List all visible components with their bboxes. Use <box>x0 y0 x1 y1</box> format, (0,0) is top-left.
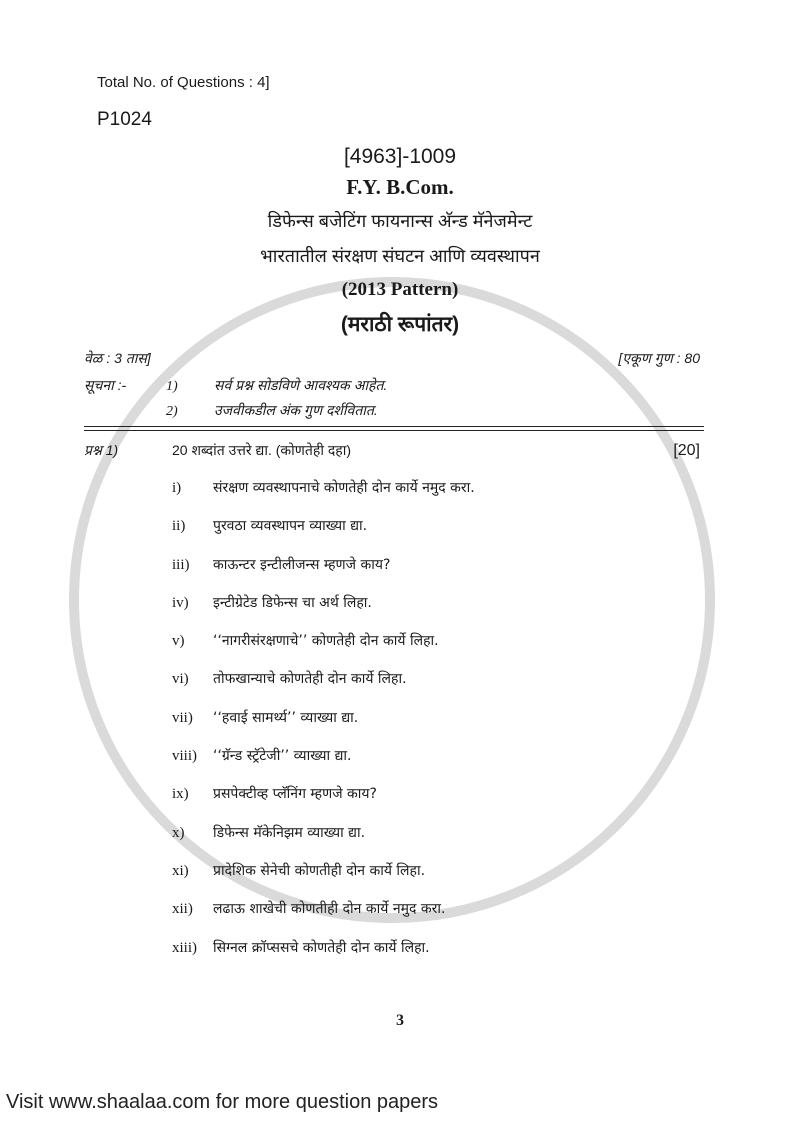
item-text: काऊन्टर इन्टीलीजन्स म्हणजे काय? <box>213 556 391 573</box>
item-number: i) <box>172 480 182 496</box>
instruction-number: 2) <box>166 404 178 419</box>
item-text: प्रादेशिक सेनेची कोणतीही दोन कार्ये लिहा. <box>213 862 426 879</box>
list-item <box>172 861 712 899</box>
question-prompt: 20 शब्दांत उत्तरे द्या. (कोणतेही दहा) <box>172 442 352 458</box>
item-text: तोफखान्याचे कोणतेही दोन कार्ये लिहा. <box>213 671 407 688</box>
instruction-row <box>84 376 704 395</box>
list-item <box>172 478 712 516</box>
list-item <box>172 593 712 631</box>
question-label: प्रश्न 1) <box>84 442 119 458</box>
item-text: लढाऊ शाखेची कोणतीही दोन कार्ये नमुद करा. <box>213 901 446 918</box>
item-text: संरक्षण व्यवस्थापनाचे कोणतेही दोन कार्ये नमुद करा. <box>213 480 475 496</box>
item-number: xi) <box>172 862 189 879</box>
list-item <box>172 516 712 554</box>
item-number: vii) <box>172 709 193 726</box>
item-number: iv) <box>172 594 189 611</box>
list-item <box>172 708 712 746</box>
item-text: पुरवठा व्यवस्थापन व्याख्या द्या. <box>213 518 368 535</box>
list-item <box>172 746 712 784</box>
pattern: (2013 Pattern) <box>341 279 459 300</box>
list-item <box>172 555 712 593</box>
item-number: ix) <box>172 786 189 803</box>
item-number: v) <box>172 633 185 650</box>
item-number: viii) <box>172 748 197 765</box>
exam-time: वेळ : 3 तास] <box>84 350 151 366</box>
list-item <box>172 784 712 822</box>
item-number: vi) <box>172 671 189 688</box>
item-number: iii) <box>172 556 190 573</box>
item-text: ‘‘हवाई सामर्थ्य’’ व्याख्या द्या. <box>213 709 359 726</box>
subject-line-2: भारतातील संरक्षण संघटन आणि व्यवस्थापन <box>260 246 540 266</box>
item-number: xii) <box>172 901 193 918</box>
list-item <box>172 938 712 976</box>
instruction-number: 1) <box>166 379 178 394</box>
divider <box>84 426 704 427</box>
footer-link[interactable]: Visit www.shaalaa.com for more question papers <box>6 1091 439 1113</box>
item-text: ‘‘ग्रॅन्ड स्ट्रॅटेजी’’ व्याख्या द्या. <box>213 748 352 765</box>
list-item <box>172 899 712 937</box>
list-item <box>172 823 712 861</box>
item-number: xiii) <box>172 939 197 956</box>
item-text: इन्टीग्रेटेड डिफेन्स चा अर्थ लिहा. <box>213 594 372 611</box>
item-text: ‘‘नागरीसंरक्षणाचे’’ कोणतेही दोन कार्ये लिहा. <box>213 633 439 650</box>
instruction-row <box>84 401 704 420</box>
item-text: सिग्नल क्रॉप्ससचे कोणतेही दोन कार्ये लिहा. <box>213 939 430 956</box>
subject-line-1: डिफेन्स बजेटिंग फायनान्स अ‍ॅन्ड मॅनेजमेन्ट <box>267 211 533 231</box>
page-number: 3 <box>396 1012 404 1029</box>
question-header-row <box>84 441 704 460</box>
instructions-label: सूचना :- <box>84 377 127 393</box>
version-label: (मराठी रूपांतर) <box>340 313 460 336</box>
exam-meta-row <box>84 349 704 368</box>
item-number: x) <box>172 824 185 841</box>
total-questions: Total No. of Questions : 4] <box>97 74 270 91</box>
total-marks: [एकूण गुण : 80 <box>618 350 700 366</box>
item-text: डिफेन्स मॅकेनिझम व्याख्या द्या. <box>213 824 366 841</box>
item-number: ii) <box>172 518 186 535</box>
instruction-text: उजवीकडील अंक गुण दर्शवितात. <box>214 402 378 418</box>
instruction-text: सर्व प्रश्न सोडविणे आवश्यक आहेत. <box>214 377 388 393</box>
divider <box>84 430 704 431</box>
list-item <box>172 631 712 669</box>
exam-code: [4963]-1009 <box>343 145 457 168</box>
paper-code: P1024 <box>97 109 152 130</box>
question-items <box>172 478 712 976</box>
question-marks: [20] <box>673 442 700 459</box>
item-text: प्रसपेक्टीव्ह प्लॅनिंग म्हणजे काय? <box>213 786 377 803</box>
list-item <box>172 669 712 707</box>
course-title: F.Y. B.Com. <box>346 175 454 199</box>
